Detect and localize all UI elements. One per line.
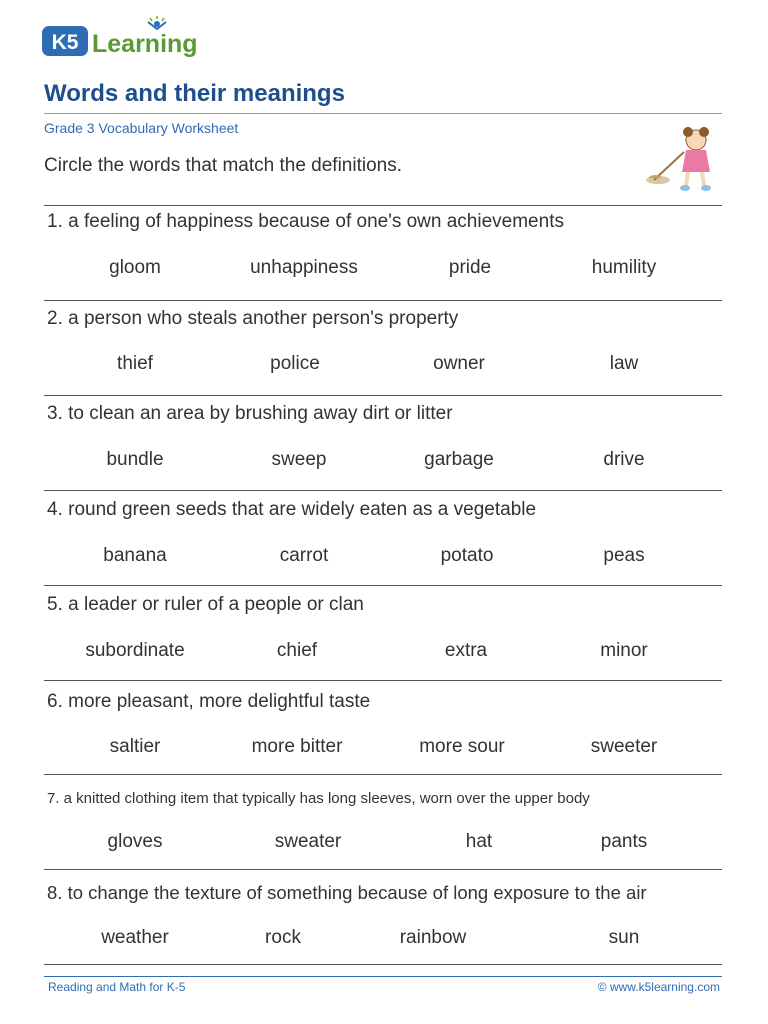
q6-option-4[interactable]: sweeter xyxy=(590,736,658,757)
q8-option-2[interactable]: rock xyxy=(265,927,301,948)
question-divider xyxy=(44,205,722,206)
question-1-definition: 1. a feeling of happiness because of one's own achievements xyxy=(47,211,564,232)
footer-copyright-link[interactable]: © www.k5learning.com xyxy=(597,980,720,994)
q2-option-3[interactable]: owner xyxy=(433,353,485,374)
q4-option-2[interactable]: carrot xyxy=(279,545,329,566)
k5-learning-logo xyxy=(42,16,212,60)
q2-option-1[interactable]: thief xyxy=(117,353,153,374)
question-divider xyxy=(44,774,722,775)
q7-option-4[interactable]: pants xyxy=(600,831,648,852)
q4-option-4[interactable]: peas xyxy=(603,545,645,566)
q5-option-2[interactable]: chief xyxy=(276,640,318,661)
q5-option-1[interactable]: subordinate xyxy=(85,640,185,661)
logo-learning-text: Learning xyxy=(92,30,198,58)
title-rule xyxy=(44,113,722,114)
q2-option-4[interactable]: law xyxy=(609,353,639,374)
q8-option-1[interactable]: weather xyxy=(101,927,169,948)
page-title: Words and their meanings xyxy=(44,80,345,107)
q8-option-4[interactable]: sun xyxy=(608,927,640,948)
q4-option-3[interactable]: potato xyxy=(440,545,494,566)
q4-option-1[interactable]: banana xyxy=(103,545,167,566)
logo-k5-text: K5 xyxy=(51,31,79,54)
footer-tagline: Reading and Math for K-5 xyxy=(48,980,186,994)
question-divider xyxy=(44,964,722,965)
q2-option-2[interactable]: police xyxy=(270,353,320,374)
q6-option-3[interactable]: more sour xyxy=(419,736,505,757)
q1-option-1[interactable]: gloom xyxy=(109,257,161,278)
footer-rule xyxy=(44,976,722,977)
q3-option-1[interactable]: bundle xyxy=(106,449,164,470)
q5-option-3[interactable]: extra xyxy=(444,640,488,661)
q3-option-4[interactable]: drive xyxy=(603,449,645,470)
question-divider xyxy=(44,395,722,396)
q5-option-4[interactable]: minor xyxy=(600,640,648,661)
q7-option-3[interactable]: hat xyxy=(465,831,493,852)
q1-option-4[interactable]: humility xyxy=(591,257,657,278)
question-7-definition: 7. a knitted clothing item that typically has long sleeves, worn over the upper body xyxy=(47,790,590,807)
question-divider xyxy=(44,869,722,870)
worksheet-subtitle: Grade 3 Vocabulary Worksheet xyxy=(44,120,239,136)
instructions: Circle the words that match the definitions. xyxy=(44,155,403,176)
q3-option-2[interactable]: sweep xyxy=(271,449,327,470)
q6-option-2[interactable]: more bitter xyxy=(251,736,343,757)
logo-figure-icon xyxy=(148,16,166,29)
question-5-definition: 5. a leader or ruler of a people or clan xyxy=(47,594,364,615)
question-2-definition: 2. a person who steals another person's property xyxy=(47,308,459,329)
q3-option-3[interactable]: garbage xyxy=(424,449,494,470)
q1-option-2[interactable]: unhappiness xyxy=(250,257,358,278)
question-divider xyxy=(44,300,722,301)
girl-sweeping-icon xyxy=(640,122,726,194)
q6-option-1[interactable]: saltier xyxy=(109,736,161,757)
q7-option-2[interactable]: sweater xyxy=(274,831,342,852)
question-divider xyxy=(44,680,722,681)
question-3-definition: 3. to clean an area by brushing away dirt or litter xyxy=(47,403,453,424)
q7-option-1[interactable]: gloves xyxy=(107,831,163,852)
q1-option-3[interactable]: pride xyxy=(448,257,492,278)
question-divider xyxy=(44,585,722,586)
question-4-definition: 4. round green seeds that are widely eaten as a vegetable xyxy=(47,499,537,520)
question-divider xyxy=(44,490,722,491)
question-8-definition: 8. to change the texture of something because of long exposure to the air xyxy=(47,882,647,903)
question-6-definition: 6. more pleasant, more delightful taste xyxy=(47,691,371,712)
q8-option-3[interactable]: rainbow xyxy=(399,927,467,948)
